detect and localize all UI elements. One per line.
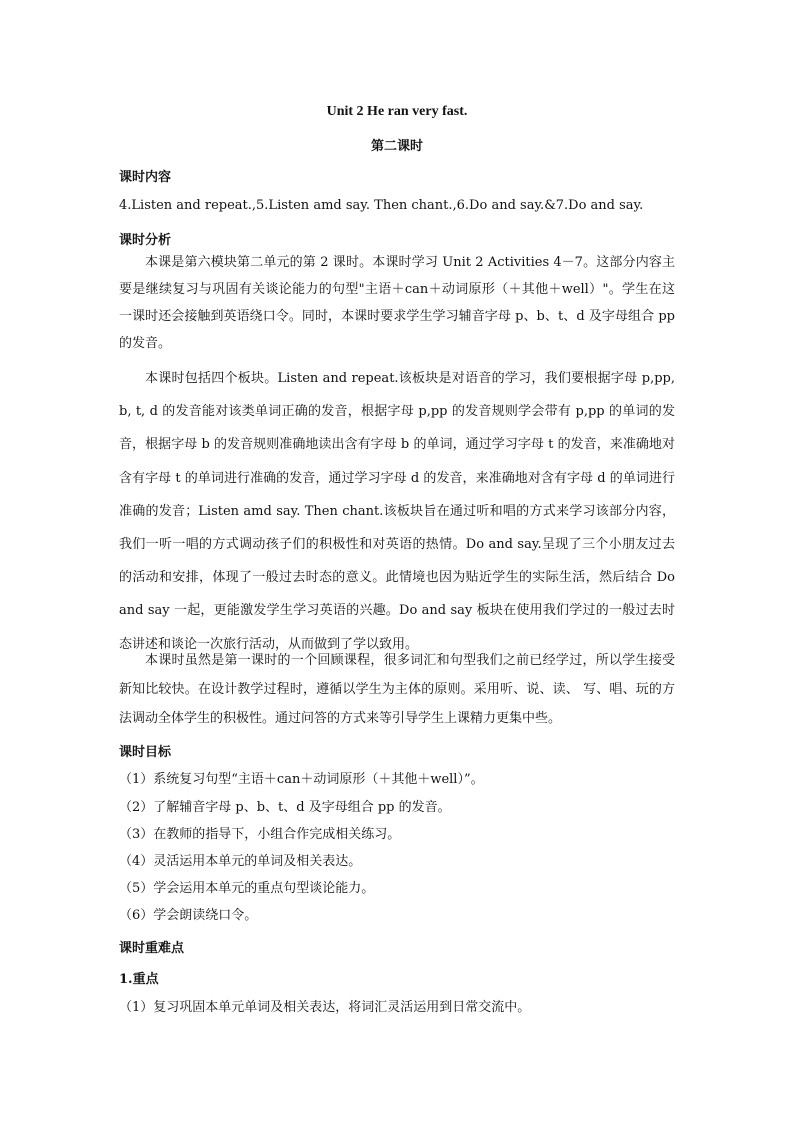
key-point-item: （1）复习巩固本单元单词及相关表达，将词汇灵活运用到日常交流中。 bbox=[119, 1000, 531, 1015]
document-title: Unit 2 He ran very fast. bbox=[326, 104, 468, 119]
section-heading-goals: 课时目标 bbox=[119, 745, 172, 760]
key-points-heading: 1.重点 bbox=[119, 972, 159, 987]
analysis-paragraph-1: 本课是第六模块第二单元的第 2 课时。本课时学习 Unit 2 Activities 4－7。这部分内容主要是继续复习与巩固有关谈论能力的句型"主语＋can＋动词原形（＋其他＋well）"。学生在这一课时还会接触到英语绕口令。同时，本课时要求学生学习辅音字母 p、b、t、d 及字母组合 pp 的发音。 bbox=[119, 255, 675, 351]
goal-item: （6）学会朗读绕口令。 bbox=[119, 908, 258, 923]
analysis-paragraph-2: 本课时包括四个板块。Listen and repeat.该板块是对语音的学习，我们要根据字母 p,pp, b, t, d 的发音能对该类单词正确的发音，根据字母 p,pp 的发音规则学会带有 p,pp 的单词的发音，根据字母 b 的发音规则准确地读出含有字母 b 的单词，通过学习字母 t 的发音，来准确地对含有字母 t 的单词进行准确的发音，通过学习字母 d 的发音，来准确地对含有字母 d 的单词进行准确的发音；Listen amd say. Then chant.该板块旨在通过听和唱的方式来学习该部分内容，我们一听一唱的方式调动孩子们的积极性和对英语的热情。Do and say.呈现了三个小朋友过去的活动和安排，体现了一般过去时态的意义。此情境也因为贴近学生的实际生活，然后结合 Do and say 一起，更能激发学生学习英语的兴趣。Do and say 板块在使用我们学过的一般过去时态讲述和谈论一次旅行活动，从而做到了学以致用。 bbox=[119, 371, 675, 652]
goal-item: （3）在教师的指导下，小组合作完成相关练习。 bbox=[119, 827, 401, 842]
goal-item: （2）了解辅音字母 p、b、t、d 及字母组合 pp 的发音。 bbox=[119, 800, 451, 815]
goal-item: （5）学会运用本单元的重点句型谈论能力。 bbox=[119, 881, 375, 896]
goal-item: （1）系统复习句型“主语＋can＋动词原形（＋其他＋well）”。 bbox=[119, 772, 484, 787]
document-subtitle: 第二课时 bbox=[370, 139, 423, 154]
section-heading-content: 课时内容 bbox=[119, 170, 172, 185]
goal-item: （4）灵活运用本单元的单词及相关表达。 bbox=[119, 854, 362, 869]
section-heading-analysis: 课时分析 bbox=[119, 233, 172, 248]
content-text: 4.Listen and repeat.,5.Listen amd say. Then chant.,6.Do and say.&7.Do and say. bbox=[119, 198, 644, 213]
section-heading-difficulty: 课时重难点 bbox=[119, 941, 185, 956]
analysis-paragraph-3: 本课时虽然是第一课时的一个回顾课程，很多词汇和句型我们之前已经学过，所以学生接受新知比较快。在设计教学过程时，遵循以学生为主体的原则。采用听、说、读、 写、唱、玩的方法调动全体学生的积极性。通过问答的方式来等引导学生上课精力更集中些。 bbox=[119, 653, 675, 726]
